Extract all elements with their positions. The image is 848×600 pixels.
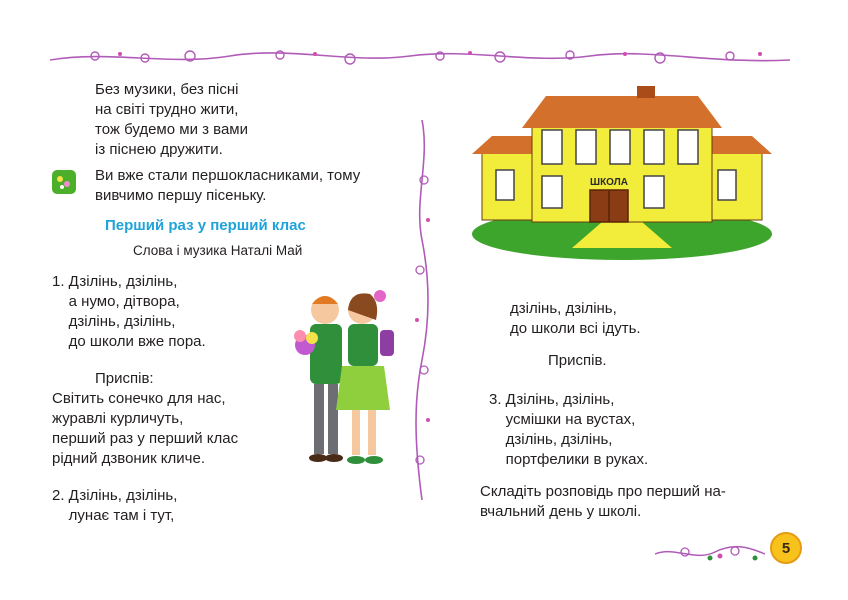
vertical-ornament <box>408 120 438 500</box>
chorus-line: рідний дзвоник кличе. <box>52 450 205 467</box>
chorus-line: журавлі курличуть, <box>52 410 184 427</box>
intro-text-line: Ви вже стали першокласниками, тому <box>95 167 361 184</box>
chorus-reference: Приспів. <box>548 352 607 369</box>
verse1-line: до школи вже пора. <box>52 333 206 350</box>
task-icon <box>52 170 76 194</box>
verse2-line: 2. Дзілінь, дзілінь, <box>52 487 178 504</box>
children-illustration <box>290 280 400 480</box>
school-illustration <box>462 84 782 264</box>
school-sign: ШКОЛА <box>590 177 628 188</box>
verse3-line: усмішки на вустах, <box>489 411 636 428</box>
verse2-line: лунає там і тут, <box>52 507 175 524</box>
top-ornament <box>50 40 790 70</box>
task-text-line: вчальний день у школі. <box>480 503 642 520</box>
verse1-line: а нумо, дітвора, <box>52 293 180 310</box>
verse2-line: до школи всі ідуть. <box>510 320 641 337</box>
chorus-line: перший раз у перший клас <box>52 430 239 447</box>
verse2-line: дзілінь, дзілінь, <box>510 300 617 317</box>
chorus-label: Приспів: <box>95 370 154 387</box>
intro-verse-line: із піснею дружити. <box>95 141 223 158</box>
intro-verse-line: тож будемо ми з вами <box>95 121 248 138</box>
verse3-line: 3. Дзілінь, дзілінь, <box>489 391 615 408</box>
verse3-line: дзілінь, дзілінь, <box>489 431 613 448</box>
verse3-line: портфелики в руках. <box>489 451 649 468</box>
page-number: 5 <box>770 532 802 564</box>
chorus-line: Світить сонечко для нас, <box>52 390 226 407</box>
song-title: Перший раз у перший клас <box>105 217 306 234</box>
task-text-line: Складіть розповідь про перший на- <box>480 483 726 500</box>
bottom-ornament <box>655 538 765 566</box>
intro-text-line: вивчимо першу пісеньку. <box>95 187 267 204</box>
verse1-line: 1. Дзілінь, дзілінь, <box>52 273 178 290</box>
intro-verse-line: на світі трудно жити, <box>95 101 239 118</box>
verse1-line: дзілінь, дзілінь, <box>52 313 176 330</box>
song-credit: Слова і музика Наталі Май <box>133 243 303 258</box>
intro-verse-line: Без музики, без пісні <box>95 81 239 98</box>
